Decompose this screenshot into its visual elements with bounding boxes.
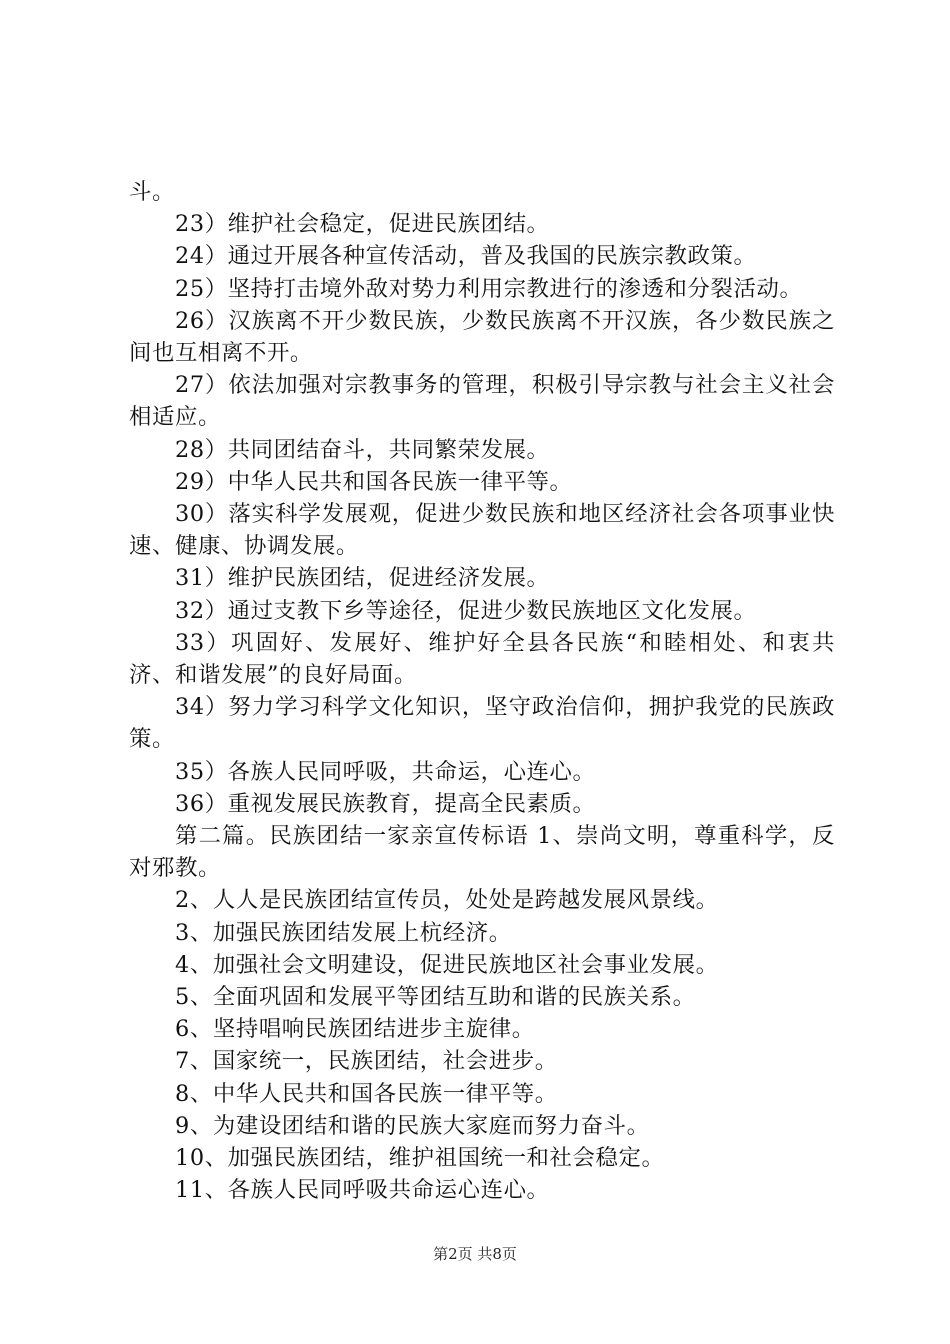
paragraph: 3、加强民族团结发展上杭经济。 bbox=[175, 919, 512, 946]
paragraph: 5、全面巩固和发展平等团结互助和谐的民族关系。 bbox=[175, 984, 696, 1011]
paragraph: 斗。 bbox=[129, 179, 175, 205]
paragraph: 28）共同团结奋斗，共同繁荣发展。 bbox=[175, 436, 550, 463]
paragraph: 10、加强民族团结，维护祖国统一和社会稳定。 bbox=[175, 1145, 665, 1172]
paragraph: 31）维护民族团结，促进经济发展。 bbox=[175, 565, 550, 592]
paragraph: 26）汉族离不开少数民族，少数民族离不开汉族，各少数民族之间也互相离不开。 bbox=[129, 307, 835, 367]
paragraph: 36）重视发展民族教育，提高全民素质。 bbox=[175, 790, 596, 817]
paragraph: 4、加强社会文明建设，促进民族地区社会事业发展。 bbox=[175, 951, 719, 978]
paragraph: 32）通过支教下乡等途径，促进少数民族地区文化发展。 bbox=[175, 597, 757, 624]
document-body bbox=[129, 176, 835, 1207]
paragraph: 11、各族人民同呼吸共命运心连心。 bbox=[175, 1177, 550, 1204]
page-footer: 第2页 共8页 bbox=[433, 1245, 517, 1263]
paragraph: 23）维护社会稳定，促进民族团结。 bbox=[175, 211, 550, 238]
paragraph: 9、为建设团结和谐的民族大家庭而努力奋斗。 bbox=[175, 1112, 650, 1139]
paragraph: 34）努力学习科学文化知识，坚守政治信仰，拥护我党的民族政策。 bbox=[129, 694, 835, 753]
paragraph: 27）依法加强对宗教事务的管理，积极引导宗教与社会主义社会相适应。 bbox=[129, 372, 835, 431]
paragraph: 35）各族人民同呼吸，共命运，心连心。 bbox=[175, 758, 596, 785]
paragraph: 24）通过开展各种宣传活动，普及我国的民族宗教政策。 bbox=[175, 243, 757, 270]
paragraph: 25）坚持打击境外敌对势力利用宗教进行的渗透和分裂活动。 bbox=[175, 275, 803, 302]
paragraph: 30）落实科学发展观，促进少数民族和地区经济社会各项事业快速、健康、协调发展。 bbox=[129, 501, 835, 560]
paragraph: 2、人人是民族团结宣传员，处处是跨越发展风景线。 bbox=[175, 887, 719, 914]
paragraph: 6、坚持唱响民族团结进步主旋律。 bbox=[175, 1016, 535, 1043]
paragraph: 29）中华人民共和国各民族一律平等。 bbox=[175, 468, 573, 495]
paragraph: 7、国家统一，民族团结，社会进步。 bbox=[175, 1048, 558, 1075]
paragraph: 第二篇。民族团结一家亲宣传标语 1、崇尚文明，尊重科学，反对邪教。 bbox=[129, 823, 835, 882]
paragraph: 8、中华人民共和国各民族一律平等。 bbox=[175, 1080, 558, 1107]
paragraph: 33）巩固好、发展好、维护好全县各民族“和睦相处、和衷共济、和谐发展”的良好局面。 bbox=[129, 629, 835, 689]
